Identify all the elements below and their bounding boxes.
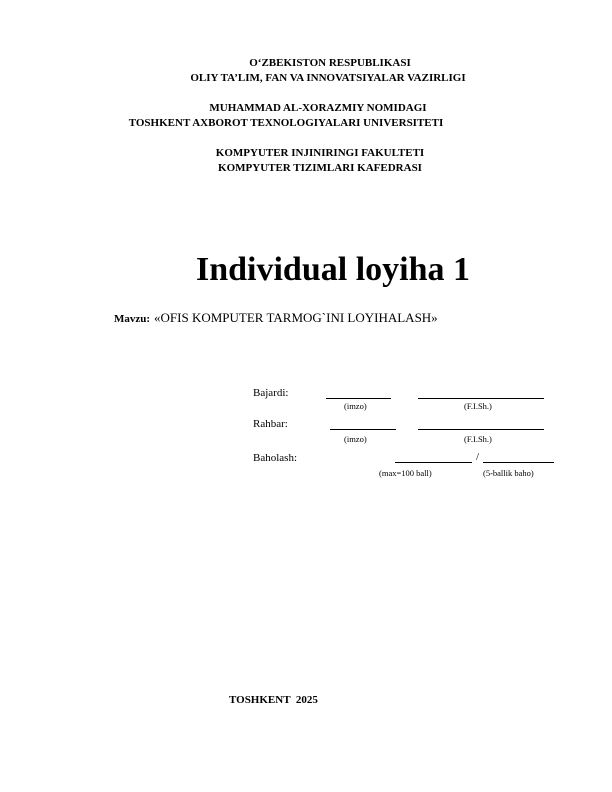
topic-label: Mavzu:	[114, 313, 151, 325]
topic-line	[114, 309, 438, 327]
score-line	[395, 462, 472, 463]
supervisor-name-line	[418, 429, 544, 430]
grade-caption: (5-ballik baho)	[483, 468, 534, 478]
score-separator: /	[476, 451, 480, 463]
performer-name-caption: (F.I.Sh.)	[464, 401, 492, 411]
grading-label: Baholash:	[253, 452, 297, 464]
faculty-name: KOMPYUTER INJINIRINGI FAKULTETI	[215, 147, 425, 159]
performer-signature-caption: (imzo)	[344, 401, 367, 411]
city-year: TOSHKENT 2025	[229, 694, 318, 706]
department-name: KOMPYUTER TIZIMLARI KAFEDRASI	[218, 162, 422, 174]
score-caption: (max=100 ball)	[379, 468, 432, 478]
grade-line	[483, 462, 554, 463]
ministry-country: O‘ZBEKISTON RESPUBLIKASI	[249, 57, 411, 69]
topic-text: «OFIS KOMPUTER TARMOG`INI LOYIHALASH»	[154, 310, 438, 325]
document-title: Individual loyiha 1	[195, 251, 470, 288]
university-named: MUHAMMAD AL-XORAZMIY NOMIDAGI	[209, 102, 427, 114]
performer-signature-line	[326, 398, 391, 399]
supervisor-label: Rahbar:	[253, 418, 288, 430]
supervisor-name-caption: (F.I.Sh.)	[464, 434, 492, 444]
performer-name-line	[418, 398, 544, 399]
supervisor-signature-caption: (imzo)	[344, 434, 367, 444]
university-name: TOSHKENT AXBOROT TEXNOLOGIYALARI UNIVERSITETI	[128, 117, 444, 129]
ministry-name: OLIY TA’LIM, FAN VA INNOVATSIYALAR VAZIRLIGI	[190, 72, 466, 84]
supervisor-signature-line	[330, 429, 396, 430]
performer-label: Bajardi:	[253, 387, 289, 399]
